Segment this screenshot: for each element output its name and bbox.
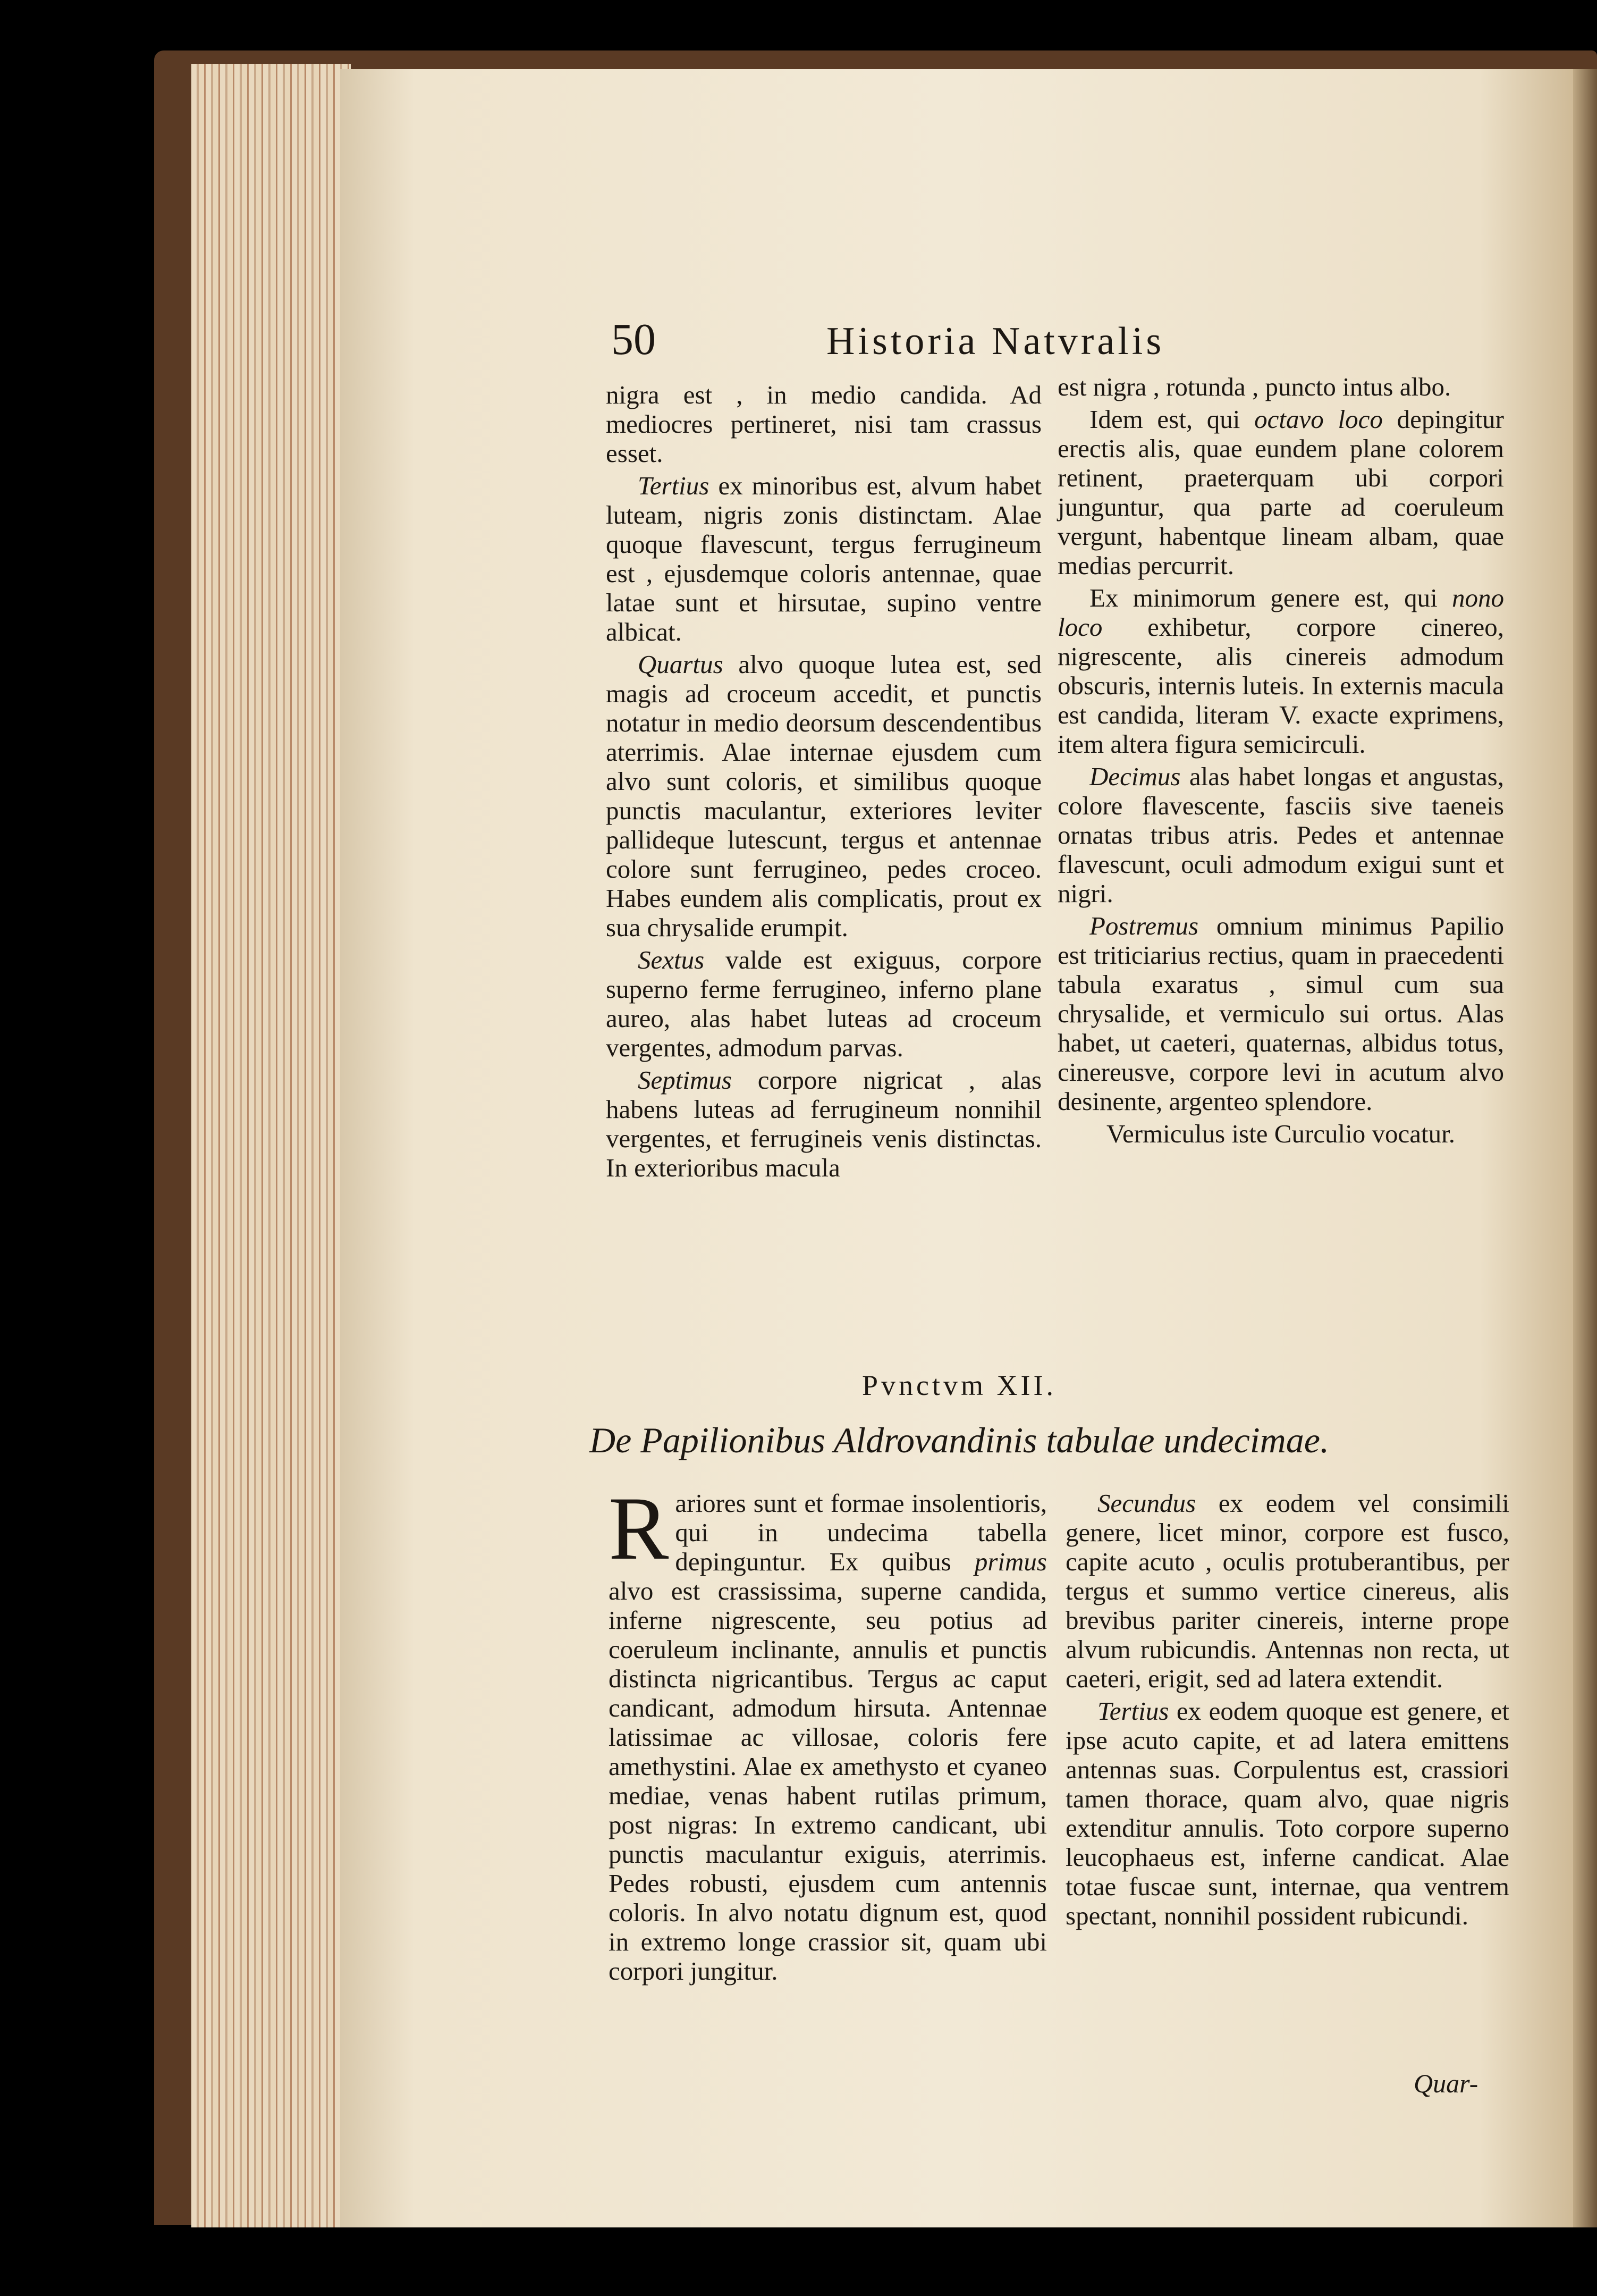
- paragraph: Vermiculus iste Curculio vocatur.: [1106, 1119, 1455, 1148]
- paragraph-text: ex minoribus est, alvum habet luteam, nigris zonis distinctam. Alae quoque flavescunt, tergus ferrugineum est , ejusdemque coloris antennae, quae latae sunt et hirsutae, supino ventre albicat.: [606, 471, 1042, 646]
- lead-word: Tertius: [638, 471, 709, 500]
- paragraph: [606, 650, 1042, 942]
- column-right-bottom: [1066, 1488, 1509, 1933]
- paragraph-text: alvo est crassissima, superne candida, inferne nigrescente, seu potius ad coeruleum inclinante, annulis et punctis distincta nigricantibus. Tergus ac caput candicant, admodum hirsuta. Antennae latissimae ac villosae, coloris fere amethystini. Alae ex amethysto et cyaneo mediae, venas habent rutilas primum, post nigras: In extremo candicant, ubi punctis maculantur exiguis, aterrimis. Pedes robusti, ejusdem cum antennis coloris. In alvo notatu dignum est, quod in extremo longe crassior sit, quam ubi corpori jungitur.: [609, 1576, 1047, 1986]
- page-number: 50: [611, 315, 656, 364]
- section-number: Pvnctvm XII.: [862, 1369, 1057, 1401]
- paragraph-text: Ex minimorum genere est, qui: [1089, 583, 1452, 612]
- column-right-top: [1058, 372, 1504, 1151]
- paragraph-text: valde est exiguus, corpore superno ferme ferrugineo, inferno plane aureo, alas habet luteas ad croceum vergentes, admodum parvas.: [606, 945, 1042, 1062]
- paragraph-text: alas habet longas et angustas, colore flavescente, fasciis sive taeneis ornatas tribus atris. Pedes et antennae flavescunt, oculi admodum exigui sunt et nigri.: [1058, 762, 1504, 908]
- paragraph-text: Idem est, qui: [1089, 405, 1255, 434]
- paragraph-text: depingitur erectis alis, quae eundem plane colorem retinent, praeterquam ubi corpori junguntur, qua parte ad coeruleum vergunt, habentque lineam albam, quae medias percurrit.: [1058, 405, 1504, 580]
- paragraph: est nigra , rotunda , puncto intus albo.: [1058, 372, 1451, 401]
- gutter-shadow: [1573, 69, 1597, 2227]
- paragraph-text: exhibetur, corpore cinereo, nigrescente, alis cinereis admodum obscuris, internis luteis. In externis macula est candida, literam V. exacte exprimens, item altera figura semicirculi.: [1058, 612, 1504, 759]
- paragraph: [606, 1065, 1042, 1182]
- paragraph: [1058, 583, 1504, 759]
- lead-word: Quartus: [638, 650, 723, 679]
- paragraph: [1058, 405, 1504, 580]
- page-edges: [191, 64, 351, 2227]
- book-page: [340, 69, 1578, 2227]
- section-title: De Papilionibus Aldrovandinis tabulae undecimae.: [589, 1420, 1329, 1460]
- paragraph: nigra est , in medio candida. Ad mediocres pertineret, nisi tam crassus esset.: [606, 380, 1042, 468]
- lead-word: Decimus: [1089, 762, 1181, 791]
- paragraph: [606, 945, 1042, 1062]
- paragraph: [1058, 911, 1504, 1116]
- drop-cap: R: [609, 1478, 669, 1578]
- catchword: Quar-: [1414, 2068, 1478, 2098]
- column-left-bottom: [609, 1478, 1047, 1989]
- lead-word: Postremus: [1089, 911, 1199, 940]
- paragraph-text: ex eodem vel consimili genere, licet minor, corpore est fusco, capite acuto , oculis protuberantibus, per tergus et summo vertice cinereus, alis brevibus pariter cinereis, interne prope alvum rubicundis. Antennas non recta, ut caeteri, erigit, sed ad latera extendit.: [1066, 1488, 1509, 1693]
- lead-word: Sextus: [638, 945, 705, 974]
- paragraph: [1066, 1696, 1509, 1930]
- paragraph-text: corpore nigricat , alas habens luteas ad ferrugineum nonnihil vergentes, et ferrugineis venis distinctas. In exterioribus macula: [606, 1065, 1042, 1182]
- lead-word: Septimus: [638, 1065, 732, 1095]
- italic-text: octavo loco: [1254, 405, 1383, 434]
- paragraph: [606, 471, 1042, 646]
- column-left-top: [606, 380, 1042, 1185]
- paragraph: [609, 1478, 1047, 1986]
- paragraph-text: ex eodem quoque est genere, et ipse acuto capite, et ad latera emittens antennas suas. Corpulentus est, crassiori tamen thorace, quam alvo, quae nigris extenditur annulis. Toto corpore superno leucophaeus est, inferne candicat. Alae totae fuscae sunt, internae, qua ventrem spectant, nonnihil possident rubicundi.: [1066, 1696, 1509, 1930]
- paragraph-text: ariores sunt et formae insolentioris, qui in undecima tabella depinguntur. Ex quibus: [675, 1488, 1047, 1576]
- lead-word: Tertius: [1097, 1696, 1169, 1726]
- lead-word: Secundus: [1097, 1488, 1196, 1518]
- paragraph-text: alvo quoque lutea est, sed magis ad croceum accedit, et punctis notatur in medio deorsum descendentibus aterrimis. Alae internae ejusdem cum alvo sunt coloris, et similibus quoque punctis maculantur, exteriores leviter pallideque lutescunt, tergus et antennae colore sunt ferrugineo, pedes croceo. Habes eundem alis complicatis, prout ex sua chrysalide erumpit.: [606, 650, 1042, 942]
- paragraph: [1058, 762, 1504, 908]
- italic-text: primus: [974, 1547, 1047, 1576]
- running-head: Historia Natvralis: [826, 319, 1165, 363]
- italic-text: nono loco: [1058, 583, 1504, 642]
- paragraph-text: omnium minimus Papilio est triticiarius rectius, quam in praecedenti tabula exaratus , simul cum sua chrysalide, et vermiculo sui ortus. Alas habet, ut caeteri, quaternas, albidus totus, cinereusve, corpore levi in acutum alvo desinente, argenteo splendore.: [1058, 911, 1504, 1116]
- paragraph: [1066, 1488, 1509, 1693]
